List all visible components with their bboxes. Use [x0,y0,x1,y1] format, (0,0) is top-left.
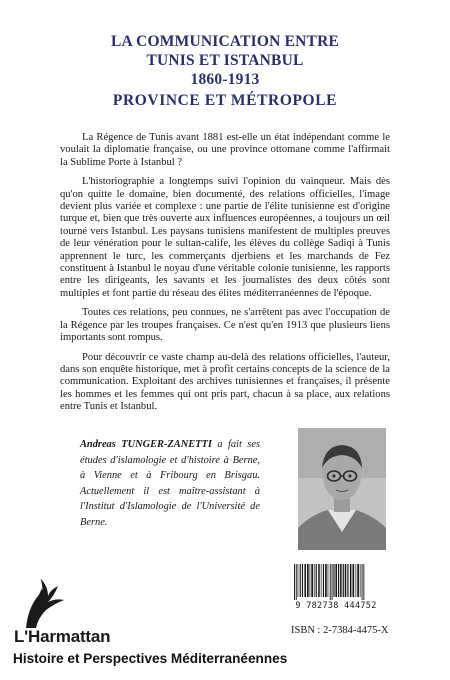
barcode-bar [318,564,320,597]
barcode-bar [333,564,334,597]
barcode-bar [302,564,303,597]
author-photo [298,428,386,550]
barcode-bar [345,564,347,597]
barcode-bars-icon [292,564,380,600]
series-title: Histoire et Perspectives Méditerranéennes [13,651,288,666]
barcode-bar [307,564,309,597]
barcode-bar [310,564,311,597]
barcode-digits: 9 782738 444752 [295,601,377,611]
barcode-bar [300,564,301,597]
subtitle: PROVINCE ET MÉTROPOLE [112,92,338,109]
barcode-bar [343,564,344,597]
barcode [284,562,388,612]
barcode-bar [360,564,361,597]
barcode-bar [332,564,333,600]
title-block [0,32,450,110]
title-line-1: LA COMMUNICATION ENTRE [110,33,339,50]
barcode-bar [296,564,297,600]
barcode-bar [357,564,359,597]
publisher-logo-text: L'Harmattan [14,627,111,646]
isbn: ISBN : 2-7384-4475-X [291,625,389,636]
author-bio-text: a fait ses études d'islamologie et d'histoire à Berne, à Vienne et à Fribourg en Brisgau. Actuellement il est maître-assistant à l'Institut d'Islamologie de l'Université de Berne. [80,439,261,528]
barcode-bar [311,564,313,597]
barcode-bar [340,564,342,597]
barcode-bar [363,564,364,600]
author-name: Andreas TUNGER-ZANETTI [80,439,212,450]
title-line-2: TUNIS ET ISTANBUL [146,52,304,69]
paragraph: L'historiographie a longtemps suivi l'opinion du vainqueur. Mais dès qu'on quitte le domaine, bien documenté, des relations officielles, l'image devient plus variée et complexe : une partie de l'élite tunisienne est d'origine turque et, bien que très ouverte aux influences européennes, a toujours un œil tourné vers Istanbul. Les paysans tunisiens manifestent de multiples preuves de leur vénération pour le sultan-calife, les élèves du collège Sadiqi à Tunis apprennent le turc, les commerçants djerbiens et les marchands de Fez constituent à Istanbul le noyau d'une véritable colonie tunisienne, les rapports entre les dirigeants, les savants et les journalistes des deux côtés sont multiples et font partie du réseau des élites méditerranéennes de l'époque. [60,176,390,299]
author-portrait [298,428,386,550]
barcode-bar [353,564,355,597]
barcode-bar [335,564,337,597]
barcode-bar [362,564,363,600]
barcode-bar [328,564,329,597]
paragraph: Toutes ces relations, peu connues, ne s'arrêtent pas avec l'occupation de la Régence par les troupes françaises. Ce n'est qu'en 1913 que plusieurs liens importants sont rompus. [60,307,390,344]
paragraph: Pour découvrir ce vaste champ au-delà des relations officielles, l'auteur, dans son enquête historique, met à profit certains concepts de la science de la communication. Exploitant des archives tunisiennes et françaises, il présente les hommes et les femmes qui ont pris part, chacun à sa place, aux relations entre Tunis et Istanbul. [60,351,390,413]
author-bio [80,437,260,530]
barcode-bar [356,564,357,597]
bird-logo-icon [18,572,78,632]
barcode-bar [298,564,299,597]
barcode-bar [314,564,315,597]
barcode-bar [347,564,348,597]
title-years: 1860-1913 [190,71,260,88]
barcode-bar [338,564,339,597]
barcode-bar [325,564,327,597]
barcode-bar [330,564,331,600]
barcode-bar [294,564,295,600]
barcode-bar [323,564,324,597]
barcode-bar [350,564,352,597]
barcode-bar [321,564,322,597]
barcode-bar [304,564,306,597]
barcode-bar [316,564,317,597]
paragraph: La Régence de Tunis avant 1881 est-elle un état indépendant comme le voulait la diplomatie française, ou une province ottomane comme l'affirmait la Sublime Porte à Istanbul ? [60,132,390,168]
back-cover-text [60,132,390,421]
